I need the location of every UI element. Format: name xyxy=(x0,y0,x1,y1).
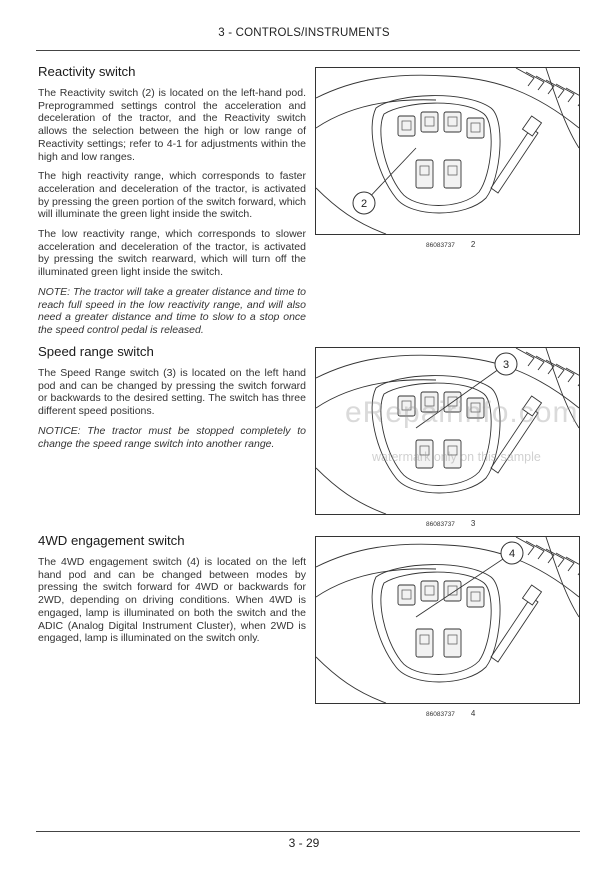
panel-contour xyxy=(316,657,386,703)
control-lever xyxy=(491,128,538,193)
rocker-switch xyxy=(444,581,461,601)
section-heading: Reactivity switch xyxy=(38,64,136,79)
section-speed-range-switch xyxy=(38,344,306,457)
paragraph: The low reactivity range, which corresponds to slower acceleration and deceleration of the tractor, is activated by pressing the switch rearward, which will turn off the illuminated green light inside the switch. xyxy=(38,228,306,279)
figure-code: 86083737 xyxy=(426,521,455,528)
paragraph: The high reactivity range, which corresponds to faster acceleration and deceleration of the tractor, is activated by pressing the green portion of the switch forward, which will illuminate the green light inside the switch. xyxy=(38,170,306,221)
rocker-switch xyxy=(467,118,484,138)
figure-caption xyxy=(426,519,475,528)
figure-reactivity-switch xyxy=(315,67,580,235)
footer-rule xyxy=(36,831,580,832)
figure-code: 86083737 xyxy=(426,711,455,718)
callout-number: 3 xyxy=(502,359,510,371)
rocker-switch xyxy=(444,629,461,657)
panel-contour xyxy=(316,188,386,234)
tread-stripe xyxy=(516,68,534,86)
rocker-switch xyxy=(416,629,433,657)
page-header-title: 3 - CONTROLS/INSTRUMENTS xyxy=(218,27,390,39)
figure-caption xyxy=(426,240,475,249)
page-number: 3 - 29 xyxy=(288,836,320,850)
paragraph: The Reactivity switch (2) is located on the left-hand pod. Preprogrammed settings control the acceleration and deceleration of the tractor, and the Reactivity switch allows the selection between the high or low range of Reactivity settings; refer to 4-1 for adjustments within the high and low ranges. xyxy=(38,87,306,163)
left-hand-pod-illustration xyxy=(316,537,579,703)
left-hand-pod-illustration xyxy=(316,68,579,234)
rocker-switch xyxy=(467,587,484,607)
callout-number: 4 xyxy=(508,548,516,560)
control-lever xyxy=(491,597,538,662)
header-rule xyxy=(36,50,580,51)
notice-paragraph: NOTICE: The tractor must be stopped completely to change the speed range switch into another range. xyxy=(38,424,306,450)
rocker-switch xyxy=(398,585,415,605)
rocker-switch xyxy=(444,160,461,188)
rocker-switch xyxy=(421,581,438,601)
watermark-subtext: watermark only on this sample xyxy=(372,450,541,464)
tread-stripe xyxy=(516,348,534,366)
paragraph: The 4WD engagement switch (4) is located on the left hand pod and can be changed between modes by pressing the switch forward for 4WD or backwards for 2WD, depending on driving conditions. When 4WD is engaged, lamp is illuminated on both the switch and the ADIC (Analog Digital Instrument Cluster), when 2WD is engaged, lamp is illuminated on the switch only. xyxy=(38,556,306,645)
figure-speed-range-switch xyxy=(315,347,580,515)
section-heading: 4WD engagement switch xyxy=(38,533,185,548)
section-4wd-engagement-switch xyxy=(38,533,306,652)
section-heading: Speed range switch xyxy=(38,344,154,359)
figure-caption xyxy=(426,709,475,718)
watermark-logo-text: eRepairinfo.com xyxy=(345,396,579,429)
figure-number: 3 xyxy=(470,519,476,528)
figure-number: 4 xyxy=(470,709,476,718)
rocker-switch xyxy=(416,160,433,188)
rocker-switch xyxy=(421,112,438,132)
callout-number: 2 xyxy=(360,198,368,210)
lever-knob xyxy=(522,585,541,605)
figure-number: 2 xyxy=(470,240,476,249)
figure-4wd-engagement-switch xyxy=(315,536,580,704)
left-hand-pod-illustration xyxy=(316,348,579,514)
section-reactivity-switch xyxy=(38,64,306,344)
rocker-switch xyxy=(398,116,415,136)
lever-knob xyxy=(522,116,541,136)
figure-code: 86083737 xyxy=(426,242,455,249)
rocker-switch xyxy=(444,112,461,132)
panel-contour xyxy=(316,468,386,514)
note-paragraph: NOTE: The tractor will take a greater distance and time to reach full speed in the low reactivity range, and will also need a greater distance and time to slow to a stop once the speed control pedal is released. xyxy=(38,285,306,336)
paragraph: The Speed Range switch (3) is located on the left hand pod and can be changed by pressing the switch forward or backwards to the desired setting. The switch has three different speed positions. xyxy=(38,367,306,418)
